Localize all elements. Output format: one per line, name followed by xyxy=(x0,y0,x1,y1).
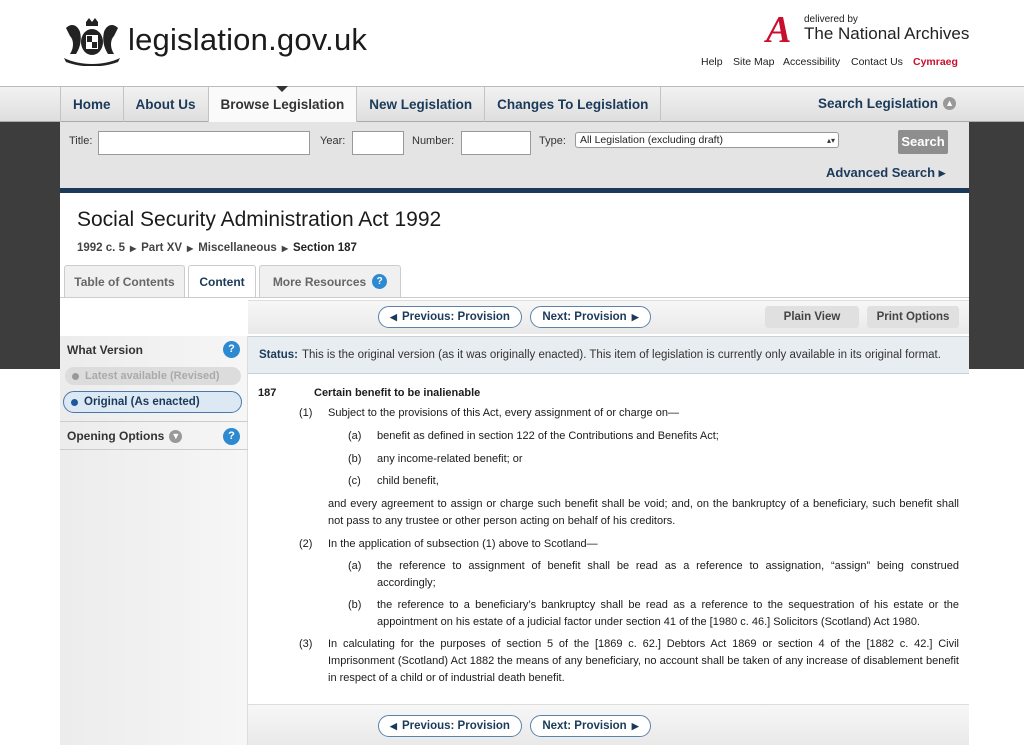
tab-table-of-contents[interactable]: Table of Contents xyxy=(64,265,185,297)
subsection-text: In calculating for the purposes of section 5 of the [1869 c. 62.] Debtors Act 1869 or section 4 of the [1882 c. 42.] Civil Imprisonment (Scotland) Act 1882 the means of any beneficiary, no account shall be taken of any increase of disablement benefit in respect of a child or of industrial death benefit. xyxy=(328,638,959,684)
previous-provision-label: Previous: Provision xyxy=(401,720,510,732)
subsection-number: (3) xyxy=(299,638,313,650)
nav-search-label: Search Legislation xyxy=(818,96,939,111)
tab-more-resources[interactable] xyxy=(259,265,401,297)
section-number: 187 xyxy=(258,387,277,399)
arrow-right-icon: ▶ xyxy=(631,311,639,322)
breadcrumb-section: Section 187 xyxy=(292,242,357,254)
arrow-left-icon: ◀ xyxy=(390,311,397,322)
select-arrows-icon: ▴▾ xyxy=(826,136,835,145)
nav-about-us[interactable]: About Us xyxy=(124,87,209,122)
radio-dot-icon xyxy=(72,373,79,380)
subsection-text: Subject to the provisions of this Act, every assignment of or charge on— xyxy=(328,407,679,419)
paragraph-number: (b) xyxy=(348,453,362,465)
previous-provision-button[interactable] xyxy=(378,715,522,737)
paragraph-number: (b) xyxy=(348,599,362,611)
subsection-text: In the application of subsection (1) above to Scotland— xyxy=(328,538,598,550)
print-options-button[interactable]: Print Options xyxy=(867,306,959,328)
breadcrumb-arrow-icon: ▶ xyxy=(187,243,194,253)
site-name[interactable]: legislation.gov.uk xyxy=(128,22,368,57)
collapse-up-icon[interactable]: ▲ xyxy=(943,97,956,110)
help-icon[interactable]: ? xyxy=(372,274,387,289)
year-input[interactable] xyxy=(352,131,404,155)
arrow-right-icon: ▶ xyxy=(631,720,639,731)
tna-name[interactable]: The National Archives xyxy=(804,24,970,43)
nav-browse-legislation[interactable]: Browse Legislation xyxy=(209,87,358,122)
accessibility-link[interactable]: Accessibility xyxy=(783,56,841,68)
page-title: Social Security Administration Act 1992 xyxy=(77,208,442,231)
status-label: Status: xyxy=(259,349,298,361)
version-original-label: Original (As enacted) xyxy=(84,396,200,408)
next-provision-label: Next: Provision xyxy=(542,720,627,732)
subsection-tail-text: and every agreement to assign or charge such benefit shall be void; and, on the bankruptcy of a beneficiary, such benefit shall not pass to any trustee or other person acting on behalf of his creditors. xyxy=(328,498,959,527)
version-latest-revised xyxy=(65,367,241,385)
paragraph-text: the reference to assignment of benefit shall be read as a reference to assignation, “assign” being construed accordingly; xyxy=(377,560,959,589)
nav-home[interactable]: Home xyxy=(60,87,124,122)
breadcrumb-part[interactable]: Part XV xyxy=(141,242,183,254)
next-provision-button[interactable] xyxy=(530,715,651,737)
previous-provision-label: Previous: Provision xyxy=(401,311,510,323)
section-title: Certain benefit to be inalienable xyxy=(314,387,481,399)
plain-view-button[interactable]: Plain View xyxy=(765,306,859,328)
tab-more-resources-label: More Resources xyxy=(272,274,367,289)
advanced-search-link[interactable]: Advanced Search ▸ xyxy=(826,165,946,180)
breadcrumb xyxy=(77,242,357,254)
status-banner xyxy=(248,336,969,374)
expand-down-icon: ▼ xyxy=(169,430,182,443)
radio-dot-icon xyxy=(71,399,78,406)
opening-options-toggle[interactable] xyxy=(67,429,182,443)
title-input[interactable] xyxy=(98,131,310,155)
tab-content[interactable]: Content xyxy=(188,265,256,298)
subsection-number: (1) xyxy=(299,407,313,419)
royal-crest-icon[interactable] xyxy=(60,14,124,66)
paragraph-number: (a) xyxy=(348,560,362,572)
title-label: Title: xyxy=(69,135,93,147)
type-label: Type: xyxy=(539,135,566,147)
opening-options-label: Opening Options xyxy=(67,429,165,443)
paragraph-number: (c) xyxy=(348,475,361,487)
paragraph-text: the reference to a beneficiary’s bankruptcy shall be read as a reference to the sequestration of his estate or the appointment on his estate of a judicial factor under section 41 of the [1980 c. 46.] Solicitors (Scotland) Act 1980. xyxy=(377,599,959,628)
tab-divider xyxy=(60,297,969,298)
nav-changes-to-legislation[interactable]: Changes To Legislation xyxy=(485,87,661,122)
sidebar-divider xyxy=(60,421,248,422)
paragraph-text: child benefit, xyxy=(377,475,439,487)
number-label: Number: xyxy=(412,135,455,147)
site-map-link[interactable]: Site Map xyxy=(733,56,775,68)
what-version-heading: What Version xyxy=(67,343,144,357)
type-select-value: All Legislation (excluding draft) xyxy=(580,134,723,146)
paragraph-text: benefit as defined in section 122 of the Contributions and Benefits Act; xyxy=(377,430,719,442)
subsection-number: (2) xyxy=(299,538,313,550)
breadcrumb-arrow-icon: ▶ xyxy=(281,243,288,253)
breadcrumb-arrow-icon: ▶ xyxy=(129,243,137,253)
breadcrumb-chapter[interactable]: 1992 c. 5 xyxy=(77,242,125,254)
cymraeg-link[interactable]: Cymraeg xyxy=(913,56,958,68)
version-original-enacted[interactable] xyxy=(63,391,242,413)
search-button[interactable]: Search xyxy=(898,130,948,154)
nav-search-legislation[interactable] xyxy=(818,96,956,111)
contact-us-link[interactable]: Contact Us xyxy=(851,56,903,68)
next-provision-label: Next: Provision xyxy=(542,311,627,323)
next-provision-button[interactable] xyxy=(530,306,651,328)
help-link[interactable]: Help xyxy=(701,56,723,68)
tna-delivered-by: delivered by xyxy=(804,14,858,25)
type-select[interactable] xyxy=(575,132,839,148)
sidebar-divider xyxy=(60,449,248,450)
previous-provision-button[interactable] xyxy=(378,306,522,328)
number-input[interactable] xyxy=(461,131,531,155)
breadcrumb-heading[interactable]: Miscellaneous xyxy=(198,242,277,254)
paragraph-text: any income-related benefit; or xyxy=(377,453,523,465)
paragraph-number: (a) xyxy=(348,430,362,442)
tna-logo-mark[interactable]: A xyxy=(766,9,792,51)
version-latest-label: Latest available (Revised) xyxy=(85,370,220,382)
year-label: Year: xyxy=(320,135,346,147)
arrow-left-icon: ◀ xyxy=(390,720,397,731)
help-icon[interactable]: ? xyxy=(223,341,240,358)
help-icon[interactable]: ? xyxy=(223,428,240,445)
nav-new-legislation[interactable]: New Legislation xyxy=(357,87,485,122)
status-text: This is the original version (as it was originally enacted). This item of legislation is currently only available in its original format. xyxy=(301,349,941,361)
